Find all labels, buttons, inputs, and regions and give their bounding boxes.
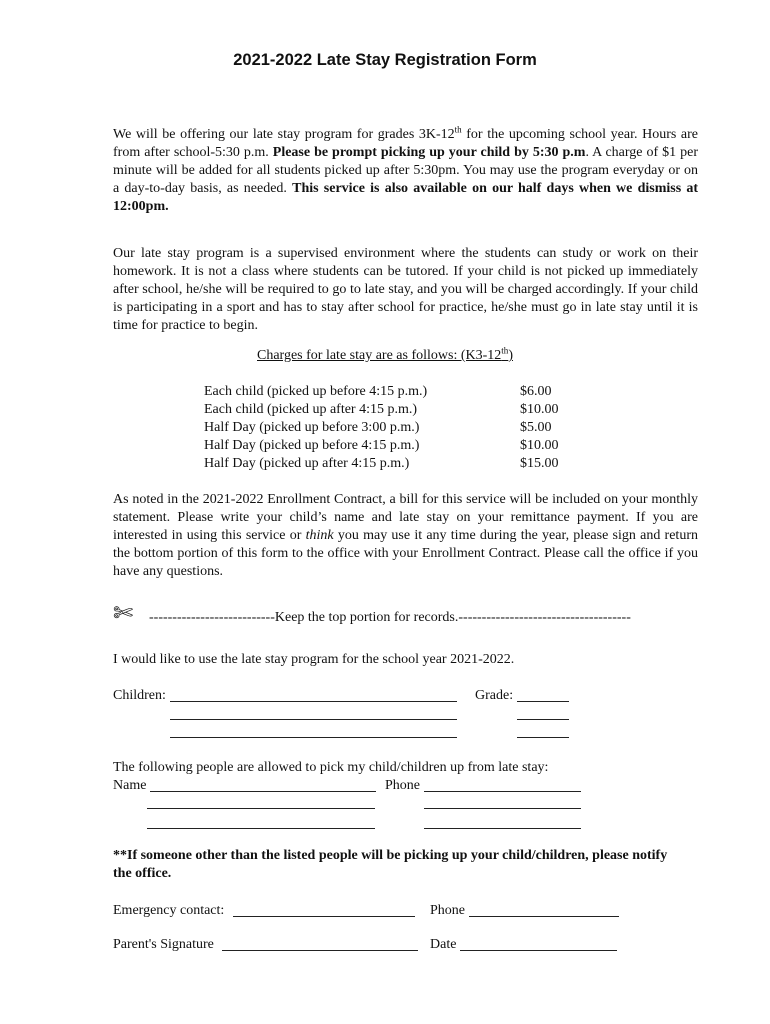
registration-statement: I would like to use the late stay program for the school year 2021-2022. — [113, 652, 515, 667]
charges-table — [204, 383, 604, 473]
intro-text-hours: for the upcoming school year. Hours are from after school-5:30 p.m. — [113, 127, 698, 160]
pickup-name-field-3[interactable] — [147, 828, 375, 829]
scissors-icon: ✄ — [113, 601, 134, 627]
pickup-name-field-1[interactable] — [150, 791, 376, 792]
grade-label: Grade: — [475, 688, 514, 703]
date-label: Date — [430, 937, 457, 952]
pickup-phone-field-3[interactable] — [424, 828, 581, 829]
pickup-deadline-notice: Please be prompt picking up your child by 5:30 p.m — [272, 145, 586, 160]
cut-line — [113, 601, 713, 630]
charges-heading-end: ) — [508, 348, 513, 363]
billing-emphasis: think — [305, 528, 334, 543]
intro-paragraph — [113, 126, 698, 216]
grade-field-1[interactable] — [517, 701, 569, 702]
charges-heading-text: Charges for late stay are as follows: (K3-12 — [257, 348, 502, 363]
grade-field-2[interactable] — [517, 719, 569, 720]
cut-line-text: ---------------------------Keep the top portion for records.------------------------------------- — [149, 610, 631, 625]
charges-heading — [0, 347, 770, 365]
signature-field[interactable] — [222, 950, 418, 951]
intro-superscript: th — [454, 124, 462, 135]
charges-heading-superscript: th — [501, 345, 509, 356]
charge-amount: $15.00 — [520, 456, 559, 471]
half-day-notice: This service is also available on our half days when we dismiss at 12:00pm. — [113, 181, 698, 214]
intro-text-charge: . A charge of $1 per minute will be added for all students picked up after 5:30pm. You may use the program everyday or on a day-to-day basis, as needed. — [113, 145, 699, 196]
pickup-intro: The following people are allowed to pick my child/children up from late stay: — [113, 760, 549, 775]
charge-amount: $5.00 — [520, 420, 552, 435]
pickup-name-field-2[interactable] — [147, 808, 375, 809]
charge-description: Half Day (picked up before 3:00 p.m.) — [204, 420, 420, 435]
charge-description: Half Day (picked up after 4:15 p.m.) — [204, 456, 410, 471]
billing-text-end: you may use it any time during the year, please sign and return the bottom portion of this form to the office with your Enrollment Contract. Please call the office if you have any questions. — [113, 528, 698, 579]
charge-description: Each child (picked up after 4:15 p.m.) — [204, 402, 418, 417]
program-description: Our late stay program is a supervised environment where the students can study or work on their homework. It is not a class where students can be tutored. If your child is not picked up immediately after school, he/she will be required to go to late stay, and you will be charged accordingly. If your child is participating in a sport and has to stay after school for practice, he/she must go in late stay until it is time for practice to begin. — [113, 246, 698, 333]
date-field[interactable] — [460, 950, 617, 951]
phone-label: Phone — [385, 778, 420, 793]
page-title: 2021-2022 Late Stay Registration Form — [233, 51, 537, 69]
charge-row — [204, 455, 604, 473]
signature-label: Parent's Signature — [113, 937, 214, 952]
emergency-phone-field[interactable] — [469, 916, 619, 917]
charge-row — [204, 401, 604, 419]
charge-amount: $10.00 — [520, 402, 559, 417]
charge-row — [204, 419, 604, 437]
emergency-contact-label: Emergency contact: — [113, 903, 225, 918]
child-name-field-1[interactable] — [170, 701, 457, 702]
name-label: Name — [113, 778, 147, 793]
pickup-notice: **If someone other than the listed people will be picking up your child/children, please notify the office. — [113, 848, 668, 881]
charge-description: Half Day (picked up before 4:15 p.m.) — [204, 438, 420, 453]
charge-row — [204, 437, 604, 455]
emergency-contact-field[interactable] — [233, 916, 415, 917]
child-name-field-3[interactable] — [170, 737, 457, 738]
charge-row — [204, 383, 604, 401]
child-name-field-2[interactable] — [170, 719, 457, 720]
billing-text: As noted in the 2021-2022 Enrollment Contract, a bill for this service will be included on your monthly statement. Please write your child’s name and late stay on your remittance payment. If you are interested in using this service or — [113, 492, 698, 543]
charge-amount: $10.00 — [520, 438, 559, 453]
charge-description: Each child (picked up before 4:15 p.m.) — [204, 384, 428, 399]
charge-amount: $6.00 — [520, 384, 552, 399]
children-label: Children: — [113, 688, 166, 703]
grade-field-3[interactable] — [517, 737, 569, 738]
intro-text: We will be offering our late stay program for grades 3K-12 — [113, 127, 455, 142]
pickup-phone-field-2[interactable] — [424, 808, 581, 809]
pickup-phone-field-1[interactable] — [424, 791, 581, 792]
billing-paragraph — [113, 491, 698, 581]
emergency-phone-label: Phone — [430, 903, 465, 918]
